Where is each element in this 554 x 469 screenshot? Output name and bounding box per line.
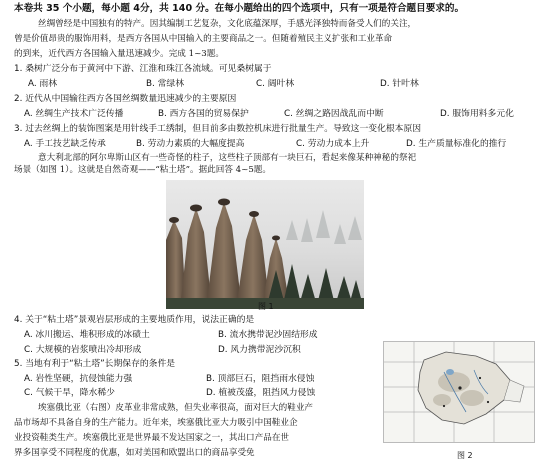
q5-option-c: C. 气候干旱，降水稀少 bbox=[24, 388, 115, 398]
q4-option-b: B. 流水携带泥沙固结形成 bbox=[218, 330, 318, 340]
q5-option-a: A. 岩性坚硬，抗侵蚀能力强 bbox=[24, 374, 133, 384]
passage-line: 品市场却不具备自身的生产能力。近年来，埃塞俄比亚大力吸引中国鞋业企 bbox=[14, 418, 298, 428]
q3-option-a: A. 手工技艺缺乏传承 bbox=[24, 139, 106, 149]
passage-line: 曾是价值昂贵的服饰用料，是西方各国从中国输入的主要商品之一。但随着殖民主义扩张和工业革命 bbox=[14, 34, 393, 44]
ethiopia-map bbox=[383, 341, 535, 443]
q2-option-c: C. 丝绸之路因战乱而中断 bbox=[284, 109, 384, 119]
q5-option-d: D. 植被茂盛，阻挡风力侵蚀 bbox=[206, 388, 316, 398]
q1-option-a: A. 雨林 bbox=[28, 79, 58, 89]
passage-line: 意大利北部的阿尔卑斯山区有一些奇怪的柱子，这些柱子顶部有一块巨石，看起来像某种神秘的祭祀 bbox=[38, 153, 417, 163]
section-instruction: 本卷共 35 个小题，每小题 4分，共 140 分。在每小题给出的四个选项中，只有一项是符合题目要求的。 bbox=[14, 3, 465, 14]
question-1-stem: 1. 桑树广泛分布于黄河中下游、江淮和珠江各流域。可见桑树属于 bbox=[14, 64, 272, 74]
q3-option-b: B. 劳动力素质的大幅度提高 bbox=[136, 139, 245, 149]
q5-option-b: B. 顶部巨石，阻挡雨水侵蚀 bbox=[206, 374, 315, 384]
question-4-stem: 4. 关于“粘土塔”景观岩层形成的主要地质作用，说法正确的是 bbox=[14, 315, 255, 325]
q1-option-d: D. 针叶林 bbox=[380, 79, 419, 89]
q2-option-d: D. 服饰用料多元化 bbox=[440, 109, 514, 119]
q3-option-c: C. 劳动力成本上升 bbox=[296, 139, 370, 149]
q3-option-d: D. 生产质量标准化的推行 bbox=[406, 139, 507, 149]
q4-option-a: A. 冰川搬运、堆积形成的冰碛土 bbox=[24, 330, 150, 340]
passage-line: 场景（如图 1）。这就是自然奇观——“粘土塔”。据此回答 4~5题。 bbox=[14, 165, 271, 175]
passage-line: 丝绸曾经是中国独有的特产。因其编制工艺复杂，文化底蕴深厚，手感光泽独特而备受人们的关注， bbox=[38, 19, 417, 29]
passage-line: 的到来，近代西方各国输入量迅速减少。完成 1~3题。 bbox=[14, 49, 224, 59]
earth-pyramids-photo bbox=[166, 180, 364, 309]
q2-option-b: B. 西方各国的贸易保护 bbox=[158, 109, 249, 119]
question-2-stem: 2. 近代从中国输往西方各国丝绸数量迅速减少的主要原因 bbox=[14, 94, 237, 104]
passage-line: 界多国享受不同程度的优惠，如对美国和欧盟出口的商品享受免 bbox=[14, 448, 255, 458]
q4-option-c: C. 大规模的岩浆喷出冷却形成 bbox=[24, 345, 142, 355]
question-5-stem: 5. 当地有利于“粘土塔”长期保存的条件是 bbox=[14, 359, 176, 369]
q4-option-d: D. 风力携带泥沙沉积 bbox=[218, 345, 301, 355]
figure-2-caption: 图 2 bbox=[457, 451, 473, 460]
question-3-stem: 3. 过去丝绸上的装饰图案是用针线手工绣制，但目前多由数控机床进行批量生产。导致这一变化根本原因 bbox=[14, 124, 422, 134]
passage-line: 业投资鞋类生产。埃塞俄比亚是世界最不发达国家之一，其出口产品在世 bbox=[14, 433, 290, 443]
figure-1-caption: 图 1 bbox=[258, 302, 274, 311]
passage-line: 埃塞俄比亚（右图）皮革业非常成熟，但失业率很高，面对巨大的鞋业产 bbox=[38, 403, 314, 413]
q1-option-b: B. 常绿林 bbox=[146, 79, 185, 89]
q2-option-a: A. 丝绸生产技术广泛传播 bbox=[24, 109, 124, 119]
q1-option-c: C. 阔叶林 bbox=[256, 79, 295, 89]
